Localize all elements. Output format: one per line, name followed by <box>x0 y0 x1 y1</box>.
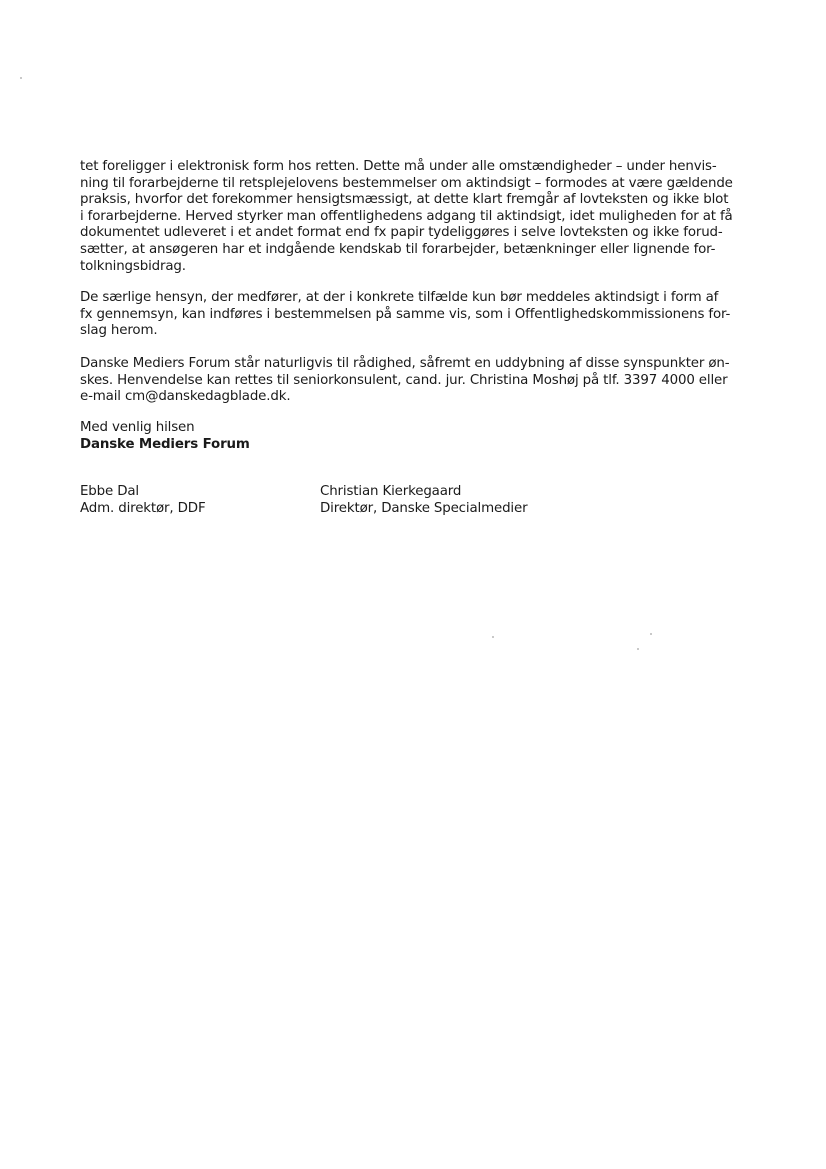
paragraph-line: fx gennemsyn, kan indføres i bestemmelsen på samme vis, som i Offentlighedskommissionens for- <box>80 306 731 322</box>
scan-speck <box>492 636 494 638</box>
signatory-name: Christian Kierkegaard <box>320 484 462 499</box>
paragraph-line: De særlige hensyn, der medfører, at der i konkrete tilfælde kun bør meddeles aktindsigt i form af <box>80 290 719 305</box>
paragraph-line: sætter, at ansøgeren har et indgående kendskab til forarbejder, betænkninger eller lignende for- <box>80 241 716 257</box>
paragraph-line: i forarbejderne. Herved styrker man offentlighedens adgang til aktindsigt, idet muligheden for at få <box>80 208 733 224</box>
signatory-name: Ebbe Dal <box>80 484 139 499</box>
scan-speck <box>650 633 652 635</box>
paragraph-saerlige-hensyn <box>80 290 760 340</box>
closing-block <box>80 420 760 453</box>
scan-speck <box>637 648 639 650</box>
scan-speck <box>20 77 22 79</box>
paragraph-line: slag herom. <box>80 323 158 339</box>
closing-greeting: Med venlig hilsen <box>80 420 195 435</box>
paragraph-aktindsigt-format <box>80 159 760 275</box>
paragraph-line: Danske Mediers Forum står naturligvis til rådighed, såfremt en uddybning af disse synspunkter øn- <box>80 356 730 371</box>
paragraph-line: skes. Henvendelse kan rettes til seniorkonsulent, cand. jur. Christina Moshøj på tlf. 3397 4000 eller <box>80 372 728 388</box>
signatory-title: Adm. direktør, DDF <box>80 500 206 516</box>
signatory-right <box>320 484 527 517</box>
paragraph-contact <box>80 356 760 406</box>
signatory-title: Direktør, Danske Specialmedier <box>320 500 528 516</box>
paragraph-line: tolkningsbidrag. <box>80 258 186 274</box>
signatory-left <box>80 484 206 517</box>
paragraph-line: e-mail cm@danskedagblade.dk. <box>80 389 291 405</box>
paragraph-line: dokumentet udleveret i et andet format end fx papir tydeliggøres i selve lovteksten og ikke forud- <box>80 225 723 241</box>
paragraph-line: ning til forarbejderne til retsplejelovens bestemmelser om aktindsigt – formodes at være gældende <box>80 175 733 191</box>
closing-organization: Danske Mediers Forum <box>80 436 250 452</box>
paragraph-line: praksis, hvorfor det forekommer hensigtsmæssigt, at dette klart fremgår af lovteksten og ikke blot <box>80 192 729 208</box>
paragraph-line: tet foreligger i elektronisk form hos retten. Dette må under alle omstændigheder – under henvis- <box>80 159 717 174</box>
